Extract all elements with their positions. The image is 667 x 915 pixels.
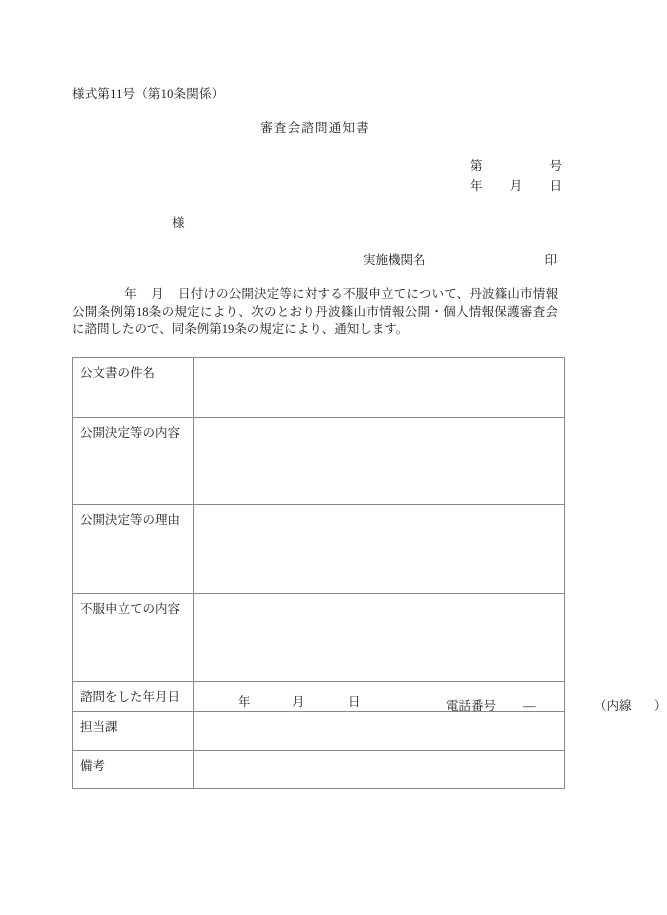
extension-open-label: （内線 [594,699,632,713]
body-date-year: 年 [124,287,137,301]
table-row [73,418,565,505]
row-label-inquiry-date: 諮問をした年月日 [73,682,194,712]
document-date-month: 月 [509,179,523,193]
row-value-department[interactable] [194,699,667,751]
body-paragraph [72,286,558,339]
issuing-agency-line [363,251,557,269]
row-value-document-title[interactable] [194,358,565,418]
telephone-dash: — [523,699,536,713]
row-label-decision-content: 公開決定等の内容 [73,418,194,505]
issuing-agency-label: 実施機関名 [363,253,426,267]
table-row [73,712,565,751]
document-meta-block [470,156,562,196]
document-number-suffix: 号 [549,159,562,173]
addressee-honorific: 様 [172,216,185,230]
inquiry-date-year: 年 [238,695,251,709]
row-value-decision-reason[interactable] [194,505,565,594]
telephone-label: 電話番号 [446,699,497,713]
row-label-department: 担当課 [73,712,194,751]
seal-mark: 印 [544,253,557,267]
table-row [73,594,565,682]
table-row [73,358,565,418]
inquiry-date-month: 月 [292,695,305,709]
row-label-appeal-content: 不服申立ての内容 [73,594,194,682]
document-number-prefix: 第 [470,159,483,173]
document-number-blank [483,156,550,176]
row-label-decision-reason: 公開決定等の理由 [73,505,194,594]
row-value-remarks[interactable] [194,751,565,789]
notification-detail-table [72,357,667,789]
document-date-day: 日 [549,179,563,193]
document-number-line [470,156,562,176]
body-date-month: 月 [150,287,164,301]
row-label-remarks: 備考 [73,751,194,789]
document-date-year: 年 [470,179,483,193]
document-date-line [470,176,562,196]
extension-close-label: ） [654,699,667,713]
document-date-year-blank [483,176,510,196]
row-value-appeal-content[interactable] [194,594,565,682]
row-value-decision-content[interactable] [194,418,565,505]
inquiry-date-day: 日 [348,695,361,709]
row-label-document-title: 公文書の件名 [73,358,194,418]
document-date-month-blank [522,176,549,196]
table-row [73,505,565,594]
form-number: 様式第11号（第10条関係） [72,87,225,101]
body-paragraph-text: 日付けの公開決定等に対する不服申立てについて、丹波篠山市情報公開条例第18条の規定により、次のとおり丹波篠山市情報公開・個人情報保護審査会に諮問したので、同条例第19条の規定により、通知します。 [72,287,558,337]
table-row [73,751,565,789]
telephone-line [446,697,667,715]
page-title: 審査会諮問通知書 [260,121,370,135]
